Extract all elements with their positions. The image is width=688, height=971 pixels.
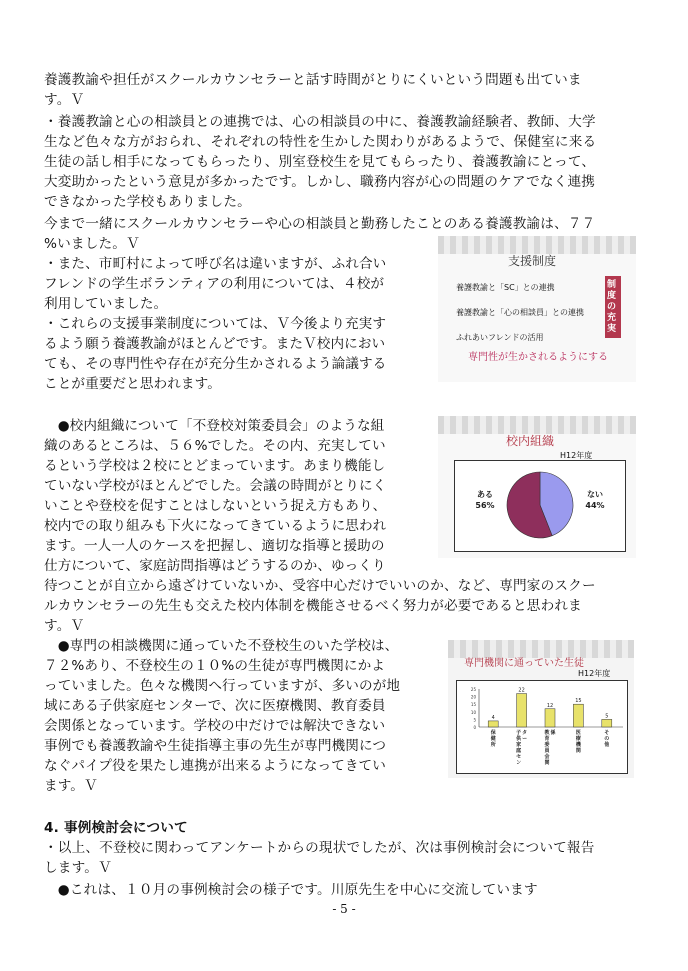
text-line: ●専門の相談機関に通っていた不登校生のいた学校は、 — [44, 638, 399, 654]
slide-specialist-agencies — [448, 640, 634, 778]
text-line: っていました。色々な機関へ行っていますが、多いのが地 — [44, 678, 401, 694]
bar — [488, 721, 498, 727]
y-tick-label: 10 — [470, 709, 476, 715]
text-line: 生など色々な方がおられ、それぞれの特性を生かした関わりがあるようで、保健室に来る — [44, 134, 597, 150]
text-line: 事例でも養護教諭や生徒指導主事の先生が専門機関につ — [44, 738, 387, 754]
slide-title: 校内組織 — [506, 434, 555, 448]
text-line: ます。一人一人のケースを把握し、適切な指導と援助の — [44, 538, 385, 554]
pie-chart-frame — [454, 460, 626, 552]
slide-support-system — [438, 236, 636, 382]
bar — [517, 694, 527, 727]
category-label: その他 — [604, 730, 610, 748]
text-line: るという学校は２校にとどまっています。あまり機能し — [44, 458, 386, 474]
text-line: ・養護教諭と心の相談員との連携では、心の相談員の中に、養護教諭経験者、教師、大学 — [44, 114, 596, 130]
bar-value-label: 5 — [605, 713, 609, 720]
text-line: ●校内組織について「不登校対策委員会」のような組 — [44, 418, 385, 434]
text-line: るよう願う養護教諭がほとんどです。またＶ校内におい — [44, 336, 386, 352]
y-tick-label: 25 — [470, 687, 476, 692]
text-line: 域にある子供家庭センターで、次に医療機関、教育委員 — [44, 698, 386, 714]
bar-value-label: 4 — [491, 714, 495, 721]
text-line: 待つことが自立から遠ざけていないか、受容中心だけでいいのか、など、専門家のスクー — [44, 578, 596, 594]
y-tick-label: 0 — [473, 725, 476, 730]
section-heading: 4. 事例検討会について — [44, 820, 188, 836]
text-line: できなかった学校もありました。 — [44, 194, 251, 210]
category-label: 医療機関 — [575, 730, 581, 754]
text-line: 生徒の話し相手になってもらったり、別室登校生を見てもらったり、養護教諭にとって、 — [44, 154, 596, 170]
text-line: いことや登校を促すことはしないという捉え方もあり、 — [44, 498, 387, 514]
pie-chart — [455, 461, 625, 551]
pie-label: 44% — [585, 501, 605, 510]
text-line: ても、その専門性や存在が充分生かされるよう論議する — [44, 356, 387, 372]
bar-value-label: 12 — [546, 702, 554, 709]
category-label: 教育委員会関係 — [544, 730, 556, 766]
text-line: 大変助かったという意見が多かったです。しかし、職務内容が心の問題のケアでなく連携 — [44, 174, 596, 190]
text-line: 今まで一緒にスクールカウンセラーや心の相談員と勤務したことのある養護教諭は、７７ — [44, 216, 596, 232]
slide-item: 養護教諭と「心の相談員」との連携 — [456, 308, 584, 317]
bar-chart-frame — [456, 680, 628, 774]
text-line: 織のあるところは、５６%でした。その内、充実してい — [44, 438, 386, 454]
text-line: 仕方について、家庭訪問指導はどうするのか、ゆっくり — [44, 558, 386, 574]
text-line: ・以上、不登校に関わってアンケートからの現状でしたが、次は事例検討会について報告 — [44, 840, 595, 856]
slide-item: 養護教諭と「SC」との連携 — [456, 283, 555, 292]
slide-school-organization — [438, 416, 636, 558]
text-line: %いました。Ｖ — [44, 236, 140, 252]
category-label: 子供家庭センター — [516, 730, 528, 766]
text-line: す。Ｖ — [44, 92, 85, 108]
pie-label: 56% — [475, 501, 495, 510]
side-label-text: 制度の充実 — [607, 280, 617, 334]
bar-value-label: 22 — [518, 687, 525, 694]
bar — [545, 709, 555, 727]
text-line: ます。Ｖ — [44, 778, 98, 794]
bar — [602, 719, 612, 727]
slide-title: 支援制度 — [508, 254, 557, 268]
text-line: 利用していました。 — [44, 296, 168, 312]
pie-label: ある — [477, 490, 493, 499]
slide-footer: 専門性が生かされるようにする — [468, 352, 608, 363]
y-tick-label: 5 — [473, 717, 476, 723]
slide-title: 専門機関に通っていた生徒 — [464, 658, 584, 669]
bar — [573, 704, 583, 727]
chart-year-label: H12年度 — [578, 669, 611, 678]
text-line: ●これは、１０月の事例検討会の様子です。川原先生を中心に交流しています — [44, 882, 538, 898]
text-line: ・これらの支援事業制度については、Ｖ今後より充実す — [44, 316, 387, 332]
text-line: 校内での取り組みも下火になってきているように思われ — [44, 518, 387, 534]
chart-year-label: H12年度 — [560, 451, 593, 460]
text-line: 養護教諭や担任がスクールカウンセラーと話す時間がとりにくいという問題も出ていま — [44, 72, 582, 88]
bar-value-label: 15 — [575, 698, 582, 705]
text-line: す。Ｖ — [44, 618, 85, 634]
text-line: ことが重要だと思われます。 — [44, 376, 221, 392]
text-line: フレンドの学生ボランティアの利用については、４校が — [44, 276, 385, 292]
bar-chart — [457, 681, 627, 773]
pie-label: ない — [587, 490, 603, 499]
category-label: 保健所 — [490, 730, 496, 748]
text-line: 会関係となっています。学校の中だけでは解決できない — [44, 718, 386, 734]
text-line: ７２%あり、不登校生の１０%の生徒が専門機関にかよ — [44, 658, 385, 674]
y-tick-label: 20 — [470, 694, 476, 700]
text-line: ていない学校がほとんどでした。会議の時間がとりにく — [44, 478, 387, 494]
text-line: ルカウンセラーの先生も交えた校内体制を機能させるべく努力が必要であると思われま — [44, 598, 582, 614]
page-number: - 5 - — [332, 902, 356, 916]
text-line: なぐパイプ役を果たし連携が出来るようになってきてい — [44, 758, 386, 774]
slide-item: ふれあいフレンドの活用 — [456, 333, 544, 342]
text-line: ・また、市町村によって呼び名は違いますが、ふれ合い — [44, 256, 387, 272]
y-tick-label: 15 — [470, 702, 476, 708]
text-line: します。Ｖ — [44, 860, 112, 876]
